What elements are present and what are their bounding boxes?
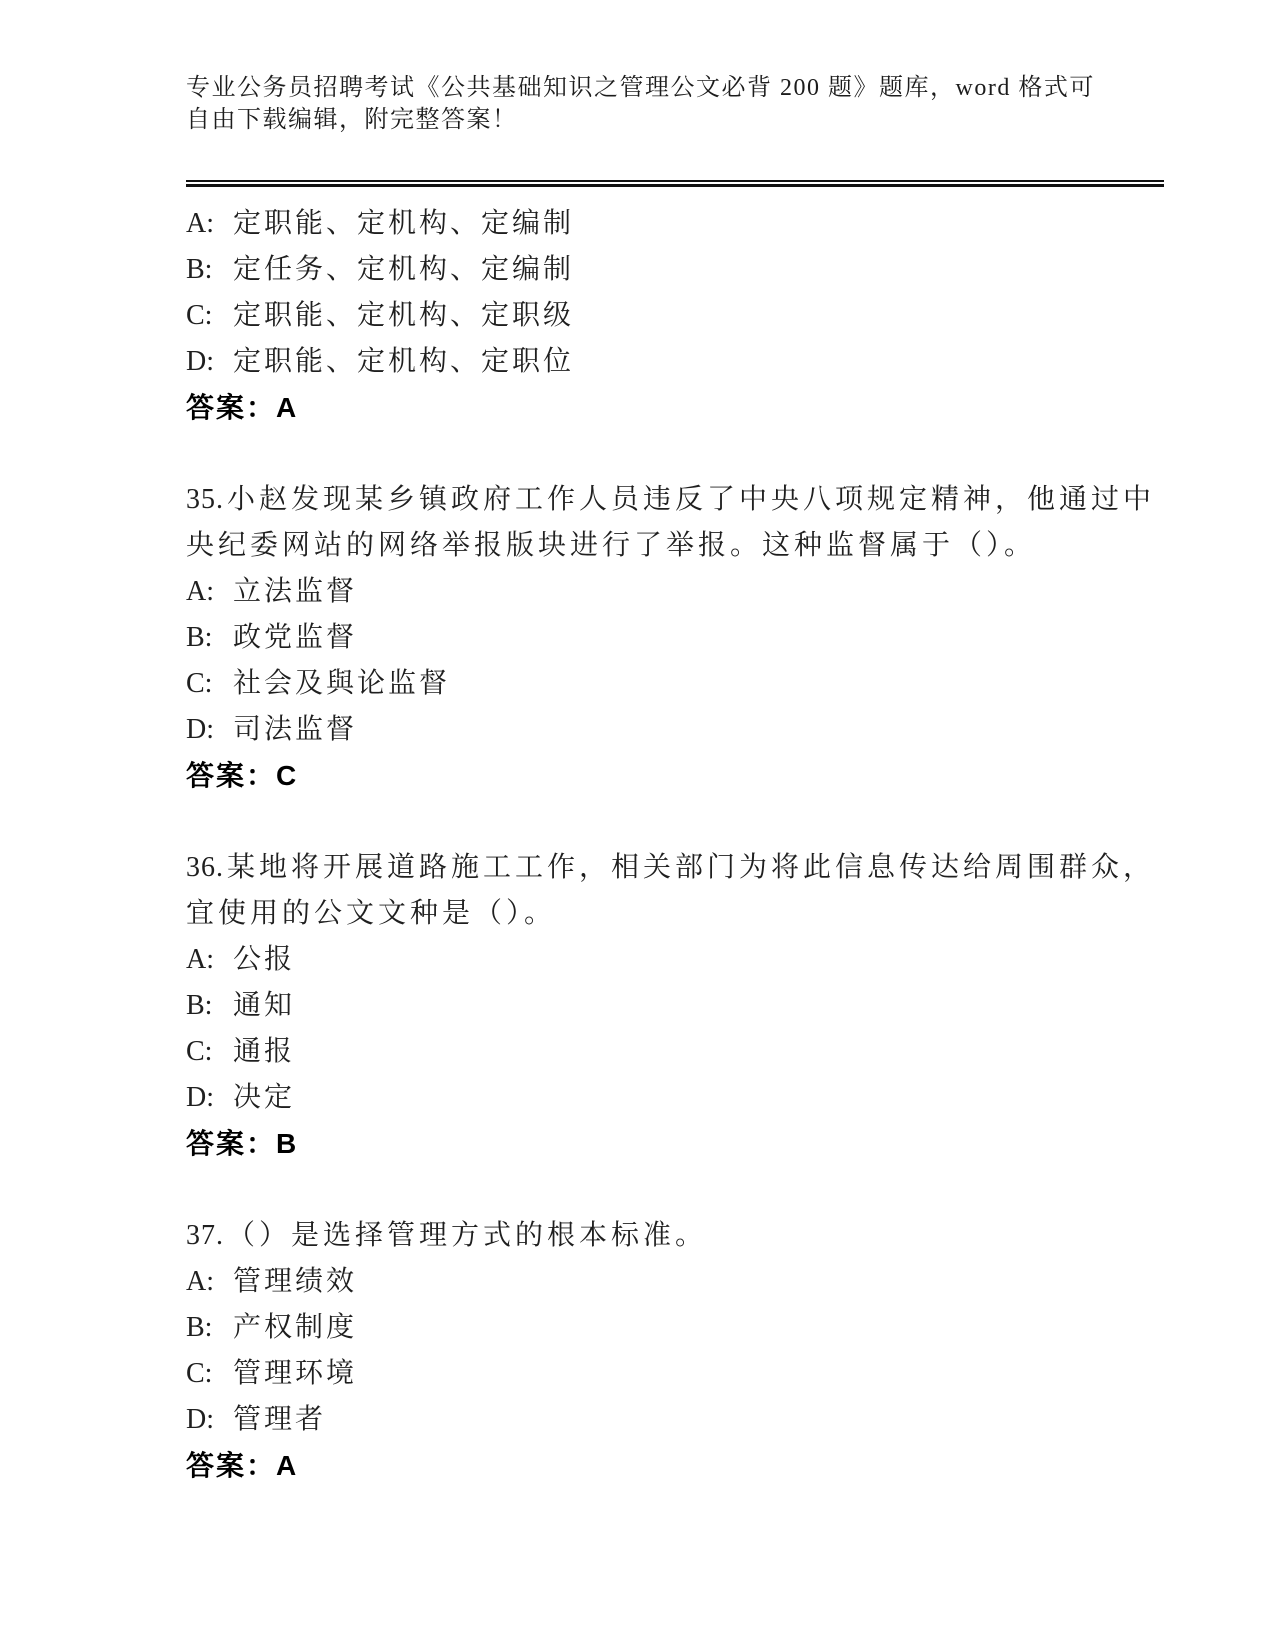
question-text	[186, 1213, 1146, 1259]
option-row	[186, 569, 1146, 615]
option-text: 通知	[233, 990, 296, 1021]
option-row	[186, 1351, 1146, 1397]
option-row	[186, 1397, 1146, 1443]
question-number: 37.	[186, 1220, 224, 1251]
answer-label: 答案：	[186, 760, 277, 791]
question-text-line: （）是选择管理方式的根本标准。	[227, 1220, 708, 1251]
option-label: D:	[186, 1082, 214, 1113]
option-label: B:	[186, 990, 213, 1021]
option-text: 通报	[233, 1036, 296, 1067]
question-text-line: 小赵发现某乡镇政府工作人员违反了中央八项规定精神，他通过中	[227, 484, 1156, 515]
option-row	[186, 1075, 1146, 1121]
header-divider	[186, 180, 1164, 187]
option-label: D:	[186, 714, 214, 745]
answer-row	[186, 1443, 1146, 1489]
option-label: D:	[186, 1404, 214, 1435]
option-label: C:	[186, 300, 213, 331]
answer-value: B	[276, 1128, 299, 1159]
question-number: 36.	[186, 852, 224, 883]
option-label: B:	[186, 254, 213, 285]
answer-label: 答案：	[186, 392, 277, 423]
option-label: D:	[186, 346, 214, 377]
option-label: C:	[186, 668, 213, 699]
option-label: C:	[186, 1358, 213, 1389]
option-row	[186, 1029, 1146, 1075]
option-row	[186, 937, 1146, 983]
option-label: A:	[186, 944, 214, 975]
option-label: B:	[186, 622, 213, 653]
answer-value: A	[276, 1450, 299, 1481]
option-text: 决定	[233, 1082, 296, 1113]
answer-label: 答案：	[186, 1128, 277, 1159]
option-row	[186, 1305, 1146, 1351]
question-text-line: 某地将开展道路施工工作，相关部门为将此信息传达给周围群众，	[227, 852, 1156, 883]
option-text: 司法监督	[233, 714, 358, 745]
question-number: 35.	[186, 484, 224, 515]
option-row	[186, 339, 1146, 385]
option-row	[186, 1259, 1146, 1305]
answer-row	[186, 385, 1146, 431]
option-label: B:	[186, 1312, 213, 1343]
question-text	[186, 845, 1156, 937]
option-label: A:	[186, 208, 214, 239]
option-row	[186, 707, 1146, 753]
option-row	[186, 615, 1146, 661]
option-text: 定职能、定机构、定编制	[233, 208, 575, 239]
option-text: 社会及與论监督	[233, 668, 451, 699]
answer-value: C	[276, 760, 299, 791]
option-text: 产权制度	[233, 1312, 358, 1343]
option-row	[186, 983, 1146, 1029]
option-row	[186, 201, 1146, 247]
option-text: 公报	[233, 944, 296, 975]
answer-row	[186, 1121, 1146, 1167]
option-label: A:	[186, 576, 214, 607]
questions-area	[186, 187, 1156, 1489]
option-text: 定职能、定机构、定职位	[233, 346, 575, 377]
option-text: 管理绩效	[233, 1266, 358, 1297]
option-text: 定职能、定机构、定职级	[233, 300, 575, 331]
header-line-2: 自由下载编辑，附完整答案！	[186, 107, 518, 133]
answer-value: A	[276, 392, 299, 423]
answer-label: 答案：	[186, 1450, 277, 1481]
option-label: A:	[186, 1266, 214, 1297]
answer-row	[186, 753, 1146, 799]
question-block	[186, 477, 1156, 799]
question-block	[186, 1213, 1146, 1489]
question-text-line: 央纪委网站的网络举报版块进行了举报。这种监督属于（）。	[186, 530, 1037, 561]
page-header	[0, 0, 1166, 187]
option-text: 政党监督	[233, 622, 358, 653]
question-block	[186, 201, 1146, 431]
option-row	[186, 661, 1146, 707]
question-text-line: 宜使用的公文文种是（）。	[186, 898, 557, 929]
option-row	[186, 293, 1146, 339]
option-text: 定任务、定机构、定编制	[233, 254, 575, 285]
option-text: 管理环境	[233, 1358, 358, 1389]
question-block	[186, 845, 1156, 1167]
header-title	[186, 72, 1166, 136]
option-label: C:	[186, 1036, 213, 1067]
option-text: 立法监督	[233, 576, 358, 607]
question-text	[186, 477, 1156, 569]
header-line-1: 专业公务员招聘考试《公共基础知识之管理公文必背 200 题》题库，word 格式可	[186, 75, 1095, 101]
option-row	[186, 247, 1146, 293]
option-text: 管理者	[233, 1404, 327, 1435]
